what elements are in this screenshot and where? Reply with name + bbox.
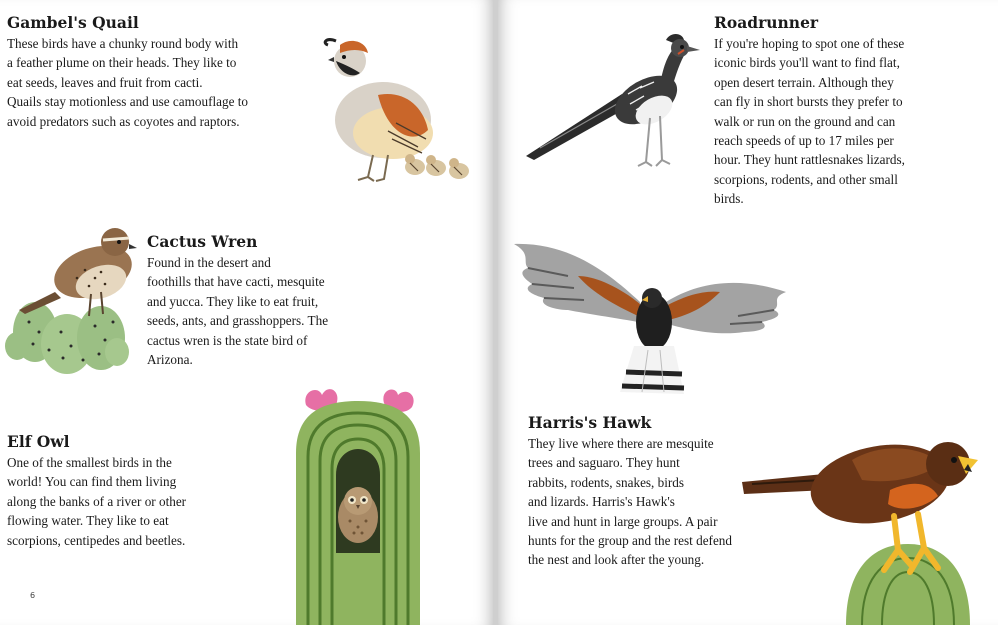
entry-text: Found in the desert and foothills that have cacti, mesquite and yucca. They like to eat fruit, seeds, ants, and grasshoppers. The cactus wren is the state bird of Arizona. xyxy=(147,255,329,368)
entry-title: Gambel's Quail xyxy=(7,13,139,32)
entry-title: Cactus Wren xyxy=(147,232,258,251)
entry-text: These birds have a chunky round body with a feather plume on their heads. They like to eat seeds, leaves and fruit from cacti. Quails stay motionless and use camouflage to avoid predators such as coyotes and raptors. xyxy=(7,36,248,129)
elf-owl-saguaro-illustration xyxy=(292,383,424,625)
entry-text: If you're hoping to spot one of these iconic birds you'll want to find flat, open desert terrain. Although they can fly in short bursts they prefer to walk or run on the ground and can reach speeds of up to 17 miles per hour. They hunt rattlesnakes lizards, scorpions, rodents, and other small birds. xyxy=(714,36,905,207)
roadrunner-illustration xyxy=(520,30,700,175)
entry-text: They live where there are mesquite trees and saguaro. They hunt rabbits, rodents, snakes, birds and lizards. Harris's Hawk's live and hunt in large groups. A pair hunts for the group and the rest defend the nest and look after the young. xyxy=(528,436,732,568)
hawk-perched-illustration xyxy=(742,420,982,625)
entry-title: Elf Owl xyxy=(7,432,70,451)
elf-owl-entry xyxy=(7,432,267,550)
quail-illustration xyxy=(318,35,478,187)
cactus-wren-entry xyxy=(147,232,397,369)
hawk-flying-illustration xyxy=(508,232,798,402)
cactus-wren-illustration xyxy=(5,222,137,378)
left-page xyxy=(0,0,493,625)
entry-text: One of the smallest birds in the world! You can find them living along the banks of a river or other flowing water. They like to eat scorpions, centipedes and beetles. xyxy=(7,455,187,548)
entry-title: Harris's Hawk xyxy=(528,413,652,432)
page-number: 6 xyxy=(30,591,36,600)
gambels-quail-entry xyxy=(7,13,327,131)
roadrunner-entry xyxy=(714,13,994,209)
entry-title: Roadrunner xyxy=(714,13,819,32)
right-page xyxy=(498,0,998,625)
